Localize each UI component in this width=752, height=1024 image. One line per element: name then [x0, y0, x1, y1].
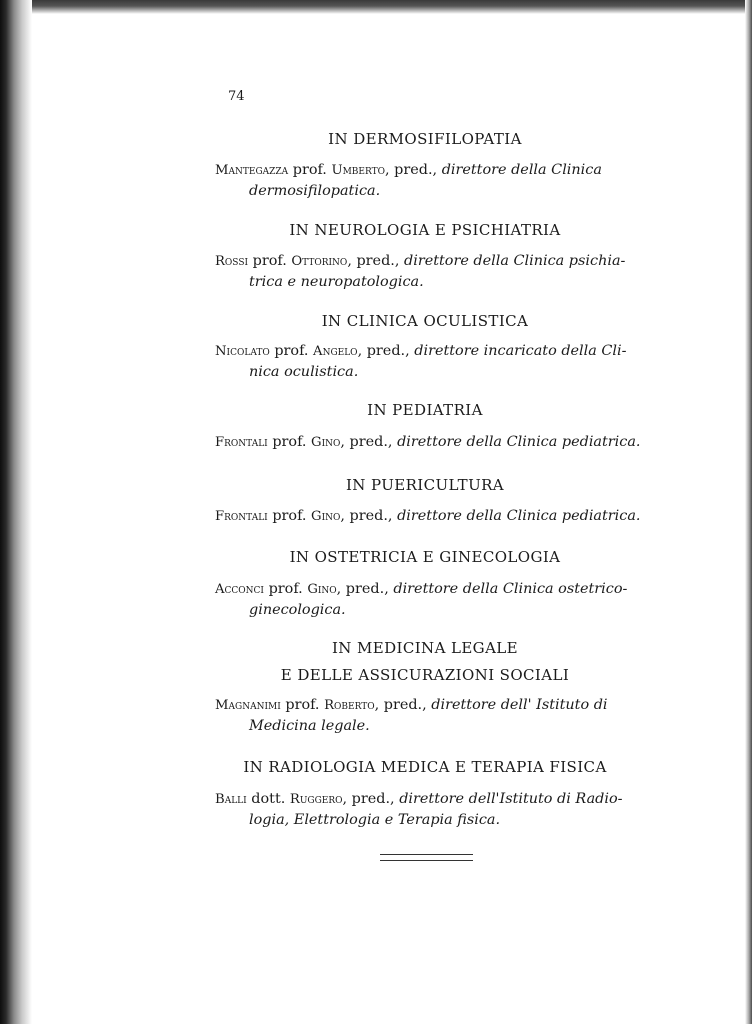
- role-text: direttore della Clinica: [441, 162, 602, 178]
- first-name: Umberto: [331, 163, 385, 178]
- section-heading: IN MEDICINA LEGALE: [331, 639, 519, 657]
- qualifier: , pred.,: [357, 343, 415, 359]
- role-text: direttore dell' Istituto di: [431, 697, 608, 713]
- faculty-entry: [215, 432, 645, 453]
- first-name: Ruggero: [289, 792, 343, 807]
- qualifier: , pred.,: [336, 581, 394, 597]
- role-text: direttore della Clinica ostetrico-: [393, 581, 628, 597]
- first-name: Gino: [311, 435, 341, 450]
- section-heading: IN PEDIATRIA: [367, 401, 483, 419]
- qualifier: , pred.,: [347, 253, 405, 269]
- faculty-entry: [215, 160, 645, 202]
- academic-title: prof.: [272, 434, 307, 450]
- section-heading-continued: E DELLE ASSICURAZIONI SOCIALI: [280, 666, 570, 684]
- section-heading: IN RADIOLOGIA MEDICA E TERAPIA FISICA: [243, 758, 607, 776]
- surname: Nicolato: [215, 344, 270, 359]
- faculty-entry: [215, 579, 645, 621]
- academic-title: prof.: [272, 508, 307, 524]
- section-heading: IN PUERICULTURA: [345, 476, 505, 494]
- role-text-continued: logia, Elettrologia e Terapia fisica.: [249, 812, 501, 828]
- role-text-continued: trica e neuropatologica.: [249, 274, 424, 290]
- faculty-entry: [215, 341, 645, 383]
- faculty-entry: [215, 789, 645, 831]
- surname: Balli: [215, 792, 247, 807]
- section-heading: IN CLINICA OCULISTICA: [321, 312, 529, 330]
- qualifier: , pred.,: [374, 697, 432, 713]
- first-name: Roberto: [324, 698, 375, 713]
- first-name: Gino: [307, 582, 337, 597]
- scan-right-edge: [745, 0, 752, 1024]
- faculty-entry: [215, 251, 645, 293]
- qualifier: , pred.,: [340, 508, 398, 524]
- first-name: Angelo: [313, 344, 358, 359]
- scan-binding-edge: [0, 0, 32, 1024]
- first-name: Ottorino: [291, 254, 348, 269]
- section-heading: IN DERMOSIFILOPATIA: [328, 130, 522, 148]
- qualifier: , pred.,: [342, 791, 400, 807]
- page-number: 74: [228, 89, 245, 104]
- section-heading: IN OSTETRICIA E GINECOLOGIA: [289, 548, 561, 566]
- role-text-continued: ginecologica.: [249, 602, 346, 618]
- surname: Magnanimi: [215, 698, 281, 713]
- surname: Frontali: [215, 435, 268, 450]
- role-text: direttore della Clinica pediatrica.: [397, 508, 641, 524]
- academic-title: prof.: [252, 253, 287, 269]
- academic-title: prof.: [268, 581, 303, 597]
- faculty-entry: [215, 506, 645, 527]
- role-text-continued: dermosifilopatica.: [249, 183, 381, 199]
- role-text: direttore della Clinica psichia-: [404, 253, 626, 269]
- surname: Acconci: [215, 582, 264, 597]
- academic-title: dott.: [251, 791, 286, 807]
- role-text: direttore della Clinica pediatrica.: [397, 434, 641, 450]
- surname: Rossi: [215, 254, 249, 269]
- faculty-entry: [215, 695, 645, 737]
- qualifier: , pred.,: [340, 434, 398, 450]
- academic-title: prof.: [274, 343, 309, 359]
- academic-title: prof.: [285, 697, 320, 713]
- role-text-continued: Medicina legale.: [249, 718, 370, 734]
- role-text: direttore dell'Istituto di Radio-: [399, 791, 623, 807]
- role-text-continued: nica oculistica.: [249, 364, 359, 380]
- end-rule: [380, 854, 473, 861]
- surname: Frontali: [215, 509, 268, 524]
- academic-title: prof.: [292, 162, 327, 178]
- qualifier: , pred.,: [384, 162, 442, 178]
- first-name: Gino: [311, 509, 341, 524]
- surname: Mantegazza: [215, 163, 289, 178]
- section-heading: IN NEUROLOGIA E PSICHIATRIA: [289, 221, 561, 239]
- role-text: direttore incaricato della Cli-: [414, 343, 627, 359]
- scan-top-edge: [0, 0, 752, 14]
